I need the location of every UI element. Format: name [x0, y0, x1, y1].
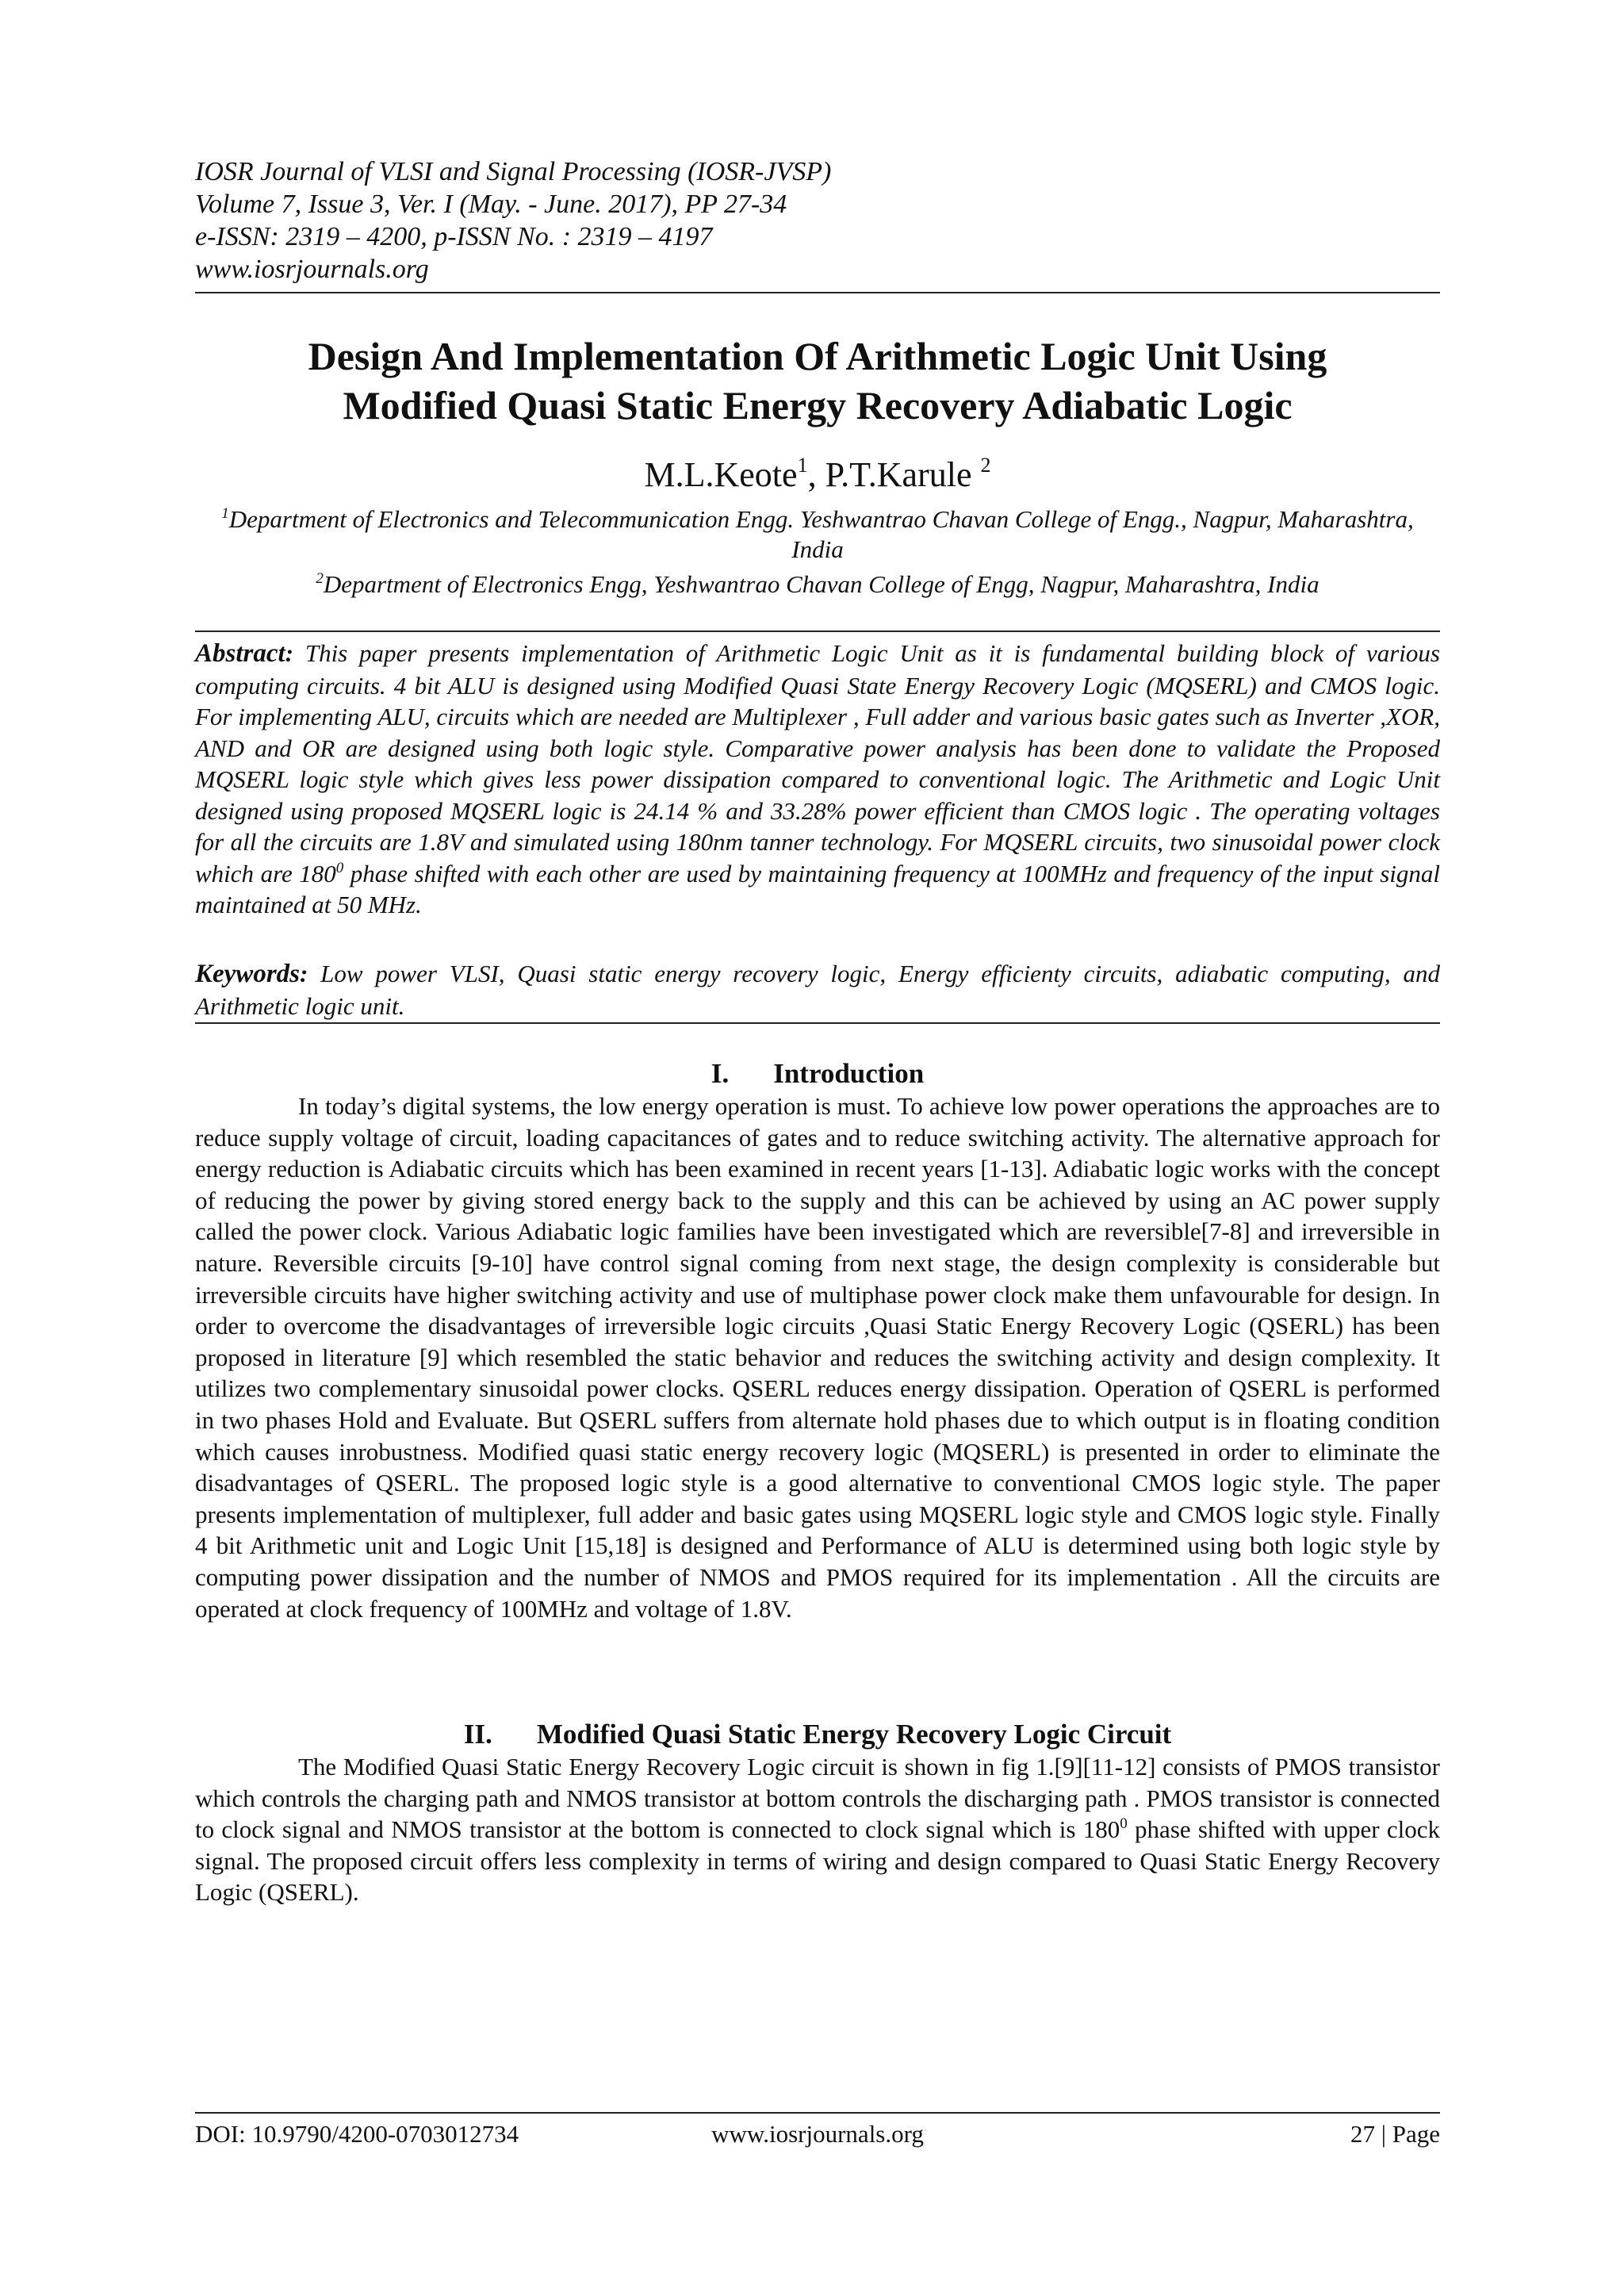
affiliation	[195, 569, 1440, 600]
keywords	[195, 958, 1440, 1022]
degree-superscript: 0	[1120, 1815, 1128, 1833]
abstract-text: This paper presents implementation of Arithmetic Logic Unit as it is fundamental building block of various computing circuits. 4 bit ALU is designed using Modified Quasi State Energy Recovery Logic (MQSERL) and CMOS logic. For implementing ALU, circuits which are needed are Multiplexer , Full adder and various basic gates such as Inverter ,XOR, AND and OR are designed using both logic style. Comparative power analysis has been done to validate the Proposed MQSERL logic style which gives less power dissipation compared to conventional logic. The Arithmetic and Logic Unit designed using proposed MQSERL logic is 24.14 % and 33.28% power efficient than CMOS logic . The operating voltages for all the circuits are 1.8V and simulated using 180nm tanner technology. For MQSERL circuits, two sinusoidal power clock which are 180	[195, 639, 1440, 887]
footer-rule	[195, 2112, 1440, 2114]
keywords-text: Low power VLSI, Quasi static energy recovery logic, Energy efficienty circuits, adiabatic computing, and Arithmetic logic unit.	[195, 960, 1440, 1020]
section-heading	[195, 1718, 1440, 1751]
degree-superscript: 0	[335, 859, 344, 876]
section-title: Introduction	[773, 1058, 925, 1089]
section-heading	[195, 1057, 1440, 1091]
introduction-paragraph: In today’s digital systems, the low energy operation is must. To achieve low power operations the approaches are to reduce supply voltage of circuit, loading capacitances of gates and to reduce switching activity. The alternative approach for energy reduction is Adiabatic circuits which has been examined in recent years [1-13]. Adiabatic logic works with the concept of reducing the power by giving stored energy back to the supply and this can be achieved by using an AC power supply called the power clock. Various Adiabatic logic families have been investigated which are reversible[7-8] and irreversible in nature. Reversible circuits [9-10] have control signal coming from next stage, the design complexity is considerable but irreversible circuits have higher switching activity and use of multiphase power clock make them unfavourable for design. In order to overcome the disadvantages of irreversible logic circuits ,Quasi Static Energy Recovery Logic (QSERL) has been proposed in literature [9] which resembled the static behavior and reduces the switching activity and design complexity. It utilizes two complementary sinusoidal power clocks. QSERL reduces energy dissipation. Operation of QSERL is performed in two phases Hold and Evaluate. But QSERL suffers from alternate hold phases due to which output is in floating condition which causes inrobustness. Modified quasi static energy recovery logic (MQSERL) is presented in order to eliminate the disadvantages of QSERL. The proposed logic style is a good alternative to conventional CMOS logic style. The paper presents implementation of multiplexer, full adder and basic gates using MQSERL logic style and CMOS logic style. Finally 4 bit Arithmetic unit and Logic Unit [15,18] is designed and Performance of ALU is determined using both logic style by computing power dissipation and the number of NMOS and PMOS required for its implementation . All the circuits are operated at clock frequency of 100MHz and voltage of 1.8V.	[195, 1092, 1440, 1623]
abstract-bottom-rule	[195, 1022, 1440, 1024]
abstract-colon: :	[285, 639, 305, 667]
affiliation	[195, 504, 1440, 565]
affiliation-text: Department of Electronics Engg, Yeshwantrao Chavan College of Engg, Nagpur, Maharashtra, India	[323, 570, 1320, 598]
paragraph-text: The Modified Quasi Static Energy Recovery Logic circuit is shown in fig 1.[9][11-12] consists of PMOS transistor which controls the charging path and NMOS transistor at bottom controls the discharging path . PMOS transistor is connected to clock signal and NMOS transistor at the bottom is connected to clock signal which is 180	[195, 1753, 1440, 1844]
paper-title-line-1: Design And Implementation Of Arithmetic Logic Unit Using	[308, 334, 1327, 378]
journal-website-link[interactable]: www.iosrjournals.org	[195, 255, 429, 284]
section-number: II.	[463, 1719, 492, 1750]
footer-website-link[interactable]: www.iosrjournals.org	[711, 2120, 924, 2148]
author-separator: ,	[807, 455, 825, 494]
author-affiliation-mark: 1	[797, 454, 808, 477]
abstract-top-rule	[195, 631, 1440, 632]
footer-doi: DOI: 10.9790/4200-0703012734	[195, 2120, 519, 2148]
keywords-label: Keywords	[195, 960, 300, 988]
abstract-label: Abstract	[195, 639, 285, 668]
section-number: I.	[710, 1058, 730, 1089]
author-list	[195, 454, 1440, 496]
paper-title	[195, 332, 1440, 430]
author-name: M.L.Keote	[644, 455, 798, 494]
journal-header	[195, 155, 1440, 293]
paragraph-text: phase shifted with upper clock signal. The proposed circuit offers less complexity in terms of wiring and design compared to Quasi Static Energy Recovery Logic (QSERL).	[195, 1815, 1440, 1907]
page-footer	[195, 2118, 1440, 2150]
affiliation-text: Department of Electronics and Telecommunication Engg. Yeshwantrao Chavan College of Engg., Nagpur, Maharashtra, India	[228, 505, 1414, 563]
section-paragraph	[195, 1751, 1440, 1908]
author-name: P.T.Karule	[825, 455, 981, 494]
affiliation-mark: 1	[221, 505, 229, 522]
section-title: Modified Quasi Static Energy Recovery Logic Circuit	[536, 1719, 1172, 1750]
abstract	[195, 638, 1440, 921]
journal-volume: Volume 7, Issue 3, Ver. I (May. - June. 2017), PP 27-34	[195, 190, 787, 219]
affiliation-mark: 2	[316, 570, 324, 587]
paper-title-line-2: Modified Quasi Static Energy Recovery Adiabatic Logic	[343, 383, 1293, 427]
author-affiliation-mark: 2	[980, 454, 991, 477]
journal-name: IOSR Journal of VLSI and Signal Processing (IOSR-JVSP)	[195, 157, 832, 186]
footer-page-number: 27 | Page	[1350, 2120, 1440, 2148]
keywords-colon: :	[300, 960, 321, 987]
abstract-text: phase shifted with each other are used by maintaining frequency at 100MHz and frequency of the input signal maintained at 50 MHz.	[195, 859, 1440, 918]
journal-issn: e-ISSN: 2319 – 4200, p-ISSN No. : 2319 – 4197	[195, 222, 713, 251]
